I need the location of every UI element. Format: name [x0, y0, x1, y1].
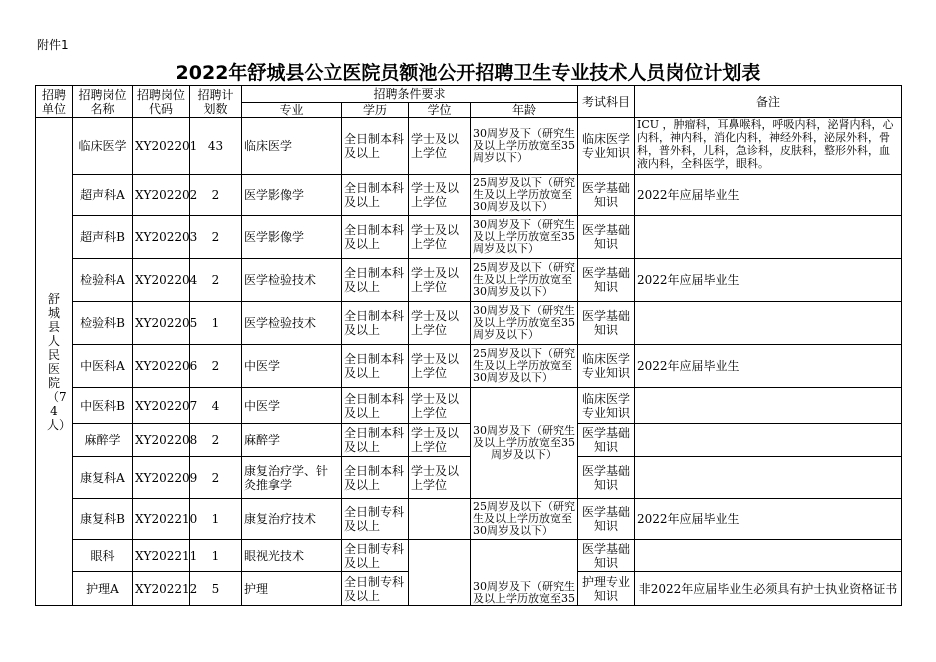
age: 30周岁及下（研究生及以上学历放宽至35周岁及以下）: [471, 302, 578, 345]
post-code: XY202210: [133, 499, 190, 540]
post-code: XY202212: [133, 572, 190, 606]
exam-subject: 医学基础知识: [578, 259, 635, 302]
table-row: [36, 259, 902, 302]
post-name: 检验科B: [73, 302, 133, 345]
exam-subject: 临床医学专业知识: [578, 345, 635, 388]
plan-count: 4: [190, 388, 242, 424]
major: 医学影像学: [242, 216, 342, 259]
major: 医学检验技术: [242, 259, 342, 302]
major: 眼视光技术: [242, 540, 342, 572]
major: 康复治疗技术: [242, 499, 342, 540]
post-name: 中医科A: [73, 345, 133, 388]
plan-count: 2: [190, 259, 242, 302]
header-exam-subject: 考试科目: [578, 86, 635, 118]
header-major: 专业: [242, 103, 342, 118]
post-name: 护理A: [73, 572, 133, 606]
remark: [635, 457, 902, 499]
education: 全日制专科及以上: [342, 540, 409, 572]
education: 全日制专科及以上: [342, 499, 409, 540]
plan-count: 2: [190, 345, 242, 388]
page-title: 2022年舒城县公立医院员额池公开招聘卫生专业技术人员岗位计划表: [175, 62, 761, 84]
table-row: [36, 345, 902, 388]
post-code: XY202204: [133, 259, 190, 302]
post-name: 超声科B: [73, 216, 133, 259]
header-row-1: [36, 86, 902, 103]
plan-count: 5: [190, 572, 242, 606]
table-row: [36, 457, 902, 499]
remark: 2022年应届毕业生: [635, 175, 902, 216]
header-age: 年龄: [471, 103, 578, 118]
major: 康复治疗学、针灸推拿学: [242, 457, 342, 499]
remark: [635, 302, 902, 345]
post-code: XY202201: [133, 118, 190, 175]
table-row: [36, 302, 902, 345]
post-name: 临床医学: [73, 118, 133, 175]
education: 全日制本科及以上: [342, 259, 409, 302]
exam-subject: 医学基础知识: [578, 302, 635, 345]
recruitment-plan-table: [35, 85, 902, 606]
exam-subject: 护理专业知识: [578, 572, 635, 606]
post-code: XY202209: [133, 457, 190, 499]
major: 医学检验技术: [242, 302, 342, 345]
exam-subject: 医学基础知识: [578, 175, 635, 216]
remark: [635, 388, 902, 424]
post-code: XY202203: [133, 216, 190, 259]
age: 30周岁及下（研究生及以上学历放宽至35周岁以下）: [471, 118, 578, 175]
unit-name: 舒城县人民医院（74人）: [36, 118, 73, 606]
post-name: 眼科: [73, 540, 133, 572]
remark: ICU ，肿瘤科，耳鼻喉科，呼吸内科，泌肾内科，心内科，神内科，消化内科，神经外科，泌尿外科，骨科，普外科，儿科，急诊科，皮肤科，整形外科，血液内科，全科医学，眼科。: [635, 118, 902, 175]
age-merged: 30周岁及下（研究生及以上学历放宽至35: [471, 540, 578, 606]
remark: [635, 424, 902, 457]
header-degree: 学位: [409, 103, 471, 118]
remark: 2022年应届毕业生: [635, 345, 902, 388]
header-conditions: 招聘条件要求: [242, 86, 578, 103]
age: 25周岁及以下（研究生及以上学历放宽至30周岁及以下）: [471, 175, 578, 216]
major: 中医学: [242, 345, 342, 388]
attachment-label: 附件1: [37, 38, 69, 52]
education: 全日制专科及以上: [342, 572, 409, 606]
header-post-code: 招聘岗位代码: [133, 86, 190, 118]
degree: 学士及以上学位: [409, 457, 471, 499]
exam-subject: 临床医学专业知识: [578, 118, 635, 175]
post-code: XY202211: [133, 540, 190, 572]
degree: 学士及以上学位: [409, 345, 471, 388]
degree: 学士及以上学位: [409, 216, 471, 259]
education: 全日制本科及以上: [342, 457, 409, 499]
major: 护理: [242, 572, 342, 606]
major: 中医学: [242, 388, 342, 424]
table-row: [36, 118, 902, 175]
exam-subject: 医学基础知识: [578, 499, 635, 540]
exam-subject: 医学基础知识: [578, 216, 635, 259]
major: 麻醉学: [242, 424, 342, 457]
remark: 2022年应届毕业生: [635, 499, 902, 540]
plan-count: 1: [190, 302, 242, 345]
age: 30周岁及下（研究生及以上学历放宽至35周岁及以下）: [471, 216, 578, 259]
post-code: XY202207: [133, 388, 190, 424]
plan-count: 43: [190, 118, 242, 175]
plan-count: 1: [190, 499, 242, 540]
degree: 学士及以上学位: [409, 175, 471, 216]
plan-count: 2: [190, 216, 242, 259]
degree: 学士及以上学位: [409, 424, 471, 457]
degree: 学士及以上学位: [409, 118, 471, 175]
education: 全日制本科及以上: [342, 175, 409, 216]
table-row: [36, 499, 902, 540]
plan-count: 2: [190, 457, 242, 499]
age-merged: 30周岁及下（研究生及以上学历放宽至35周岁及以下）: [471, 388, 578, 499]
table-row: [36, 216, 902, 259]
education: 全日制本科及以上: [342, 118, 409, 175]
table-row: [36, 175, 902, 216]
degree: 学士及以上学位: [409, 388, 471, 424]
education: 全日制本科及以上: [342, 424, 409, 457]
major: 临床医学: [242, 118, 342, 175]
age: 25周岁及以下（研究生及以上学历放宽至30周岁及以下）: [471, 499, 578, 540]
plan-count: 2: [190, 424, 242, 457]
degree: [409, 499, 471, 540]
post-name: 康复科B: [73, 499, 133, 540]
remark: [635, 216, 902, 259]
education: 全日制本科及以上: [342, 345, 409, 388]
remark: [635, 540, 902, 572]
remark: 2022年应届毕业生: [635, 259, 902, 302]
education: 全日制本科及以上: [342, 216, 409, 259]
exam-subject: 医学基础知识: [578, 457, 635, 499]
post-name: 检验科A: [73, 259, 133, 302]
remark: 非2022年应届毕业生必须具有护士执业资格证书: [635, 572, 902, 606]
exam-subject: 医学基础知识: [578, 540, 635, 572]
table-row: [36, 540, 902, 572]
education: 全日制本科及以上: [342, 388, 409, 424]
post-code: XY202202: [133, 175, 190, 216]
header-post-name: 招聘岗位名称: [73, 86, 133, 118]
exam-subject: 临床医学专业知识: [578, 388, 635, 424]
post-name: 麻醉学: [73, 424, 133, 457]
education: 全日制本科及以上: [342, 302, 409, 345]
header-education: 学历: [342, 103, 409, 118]
post-name: 超声科A: [73, 175, 133, 216]
header-unit: 招聘单位: [36, 86, 73, 118]
age: 25周岁及以下（研究生及以上学历放宽至30周岁及以下）: [471, 345, 578, 388]
table-row: [36, 388, 902, 424]
exam-subject: 医学基础知识: [578, 424, 635, 457]
post-code: XY202206: [133, 345, 190, 388]
plan-count: 2: [190, 175, 242, 216]
header-plan-count: 招聘计划数: [190, 86, 242, 118]
degree: 学士及以上学位: [409, 302, 471, 345]
degree-empty: [409, 540, 471, 606]
major: 医学影像学: [242, 175, 342, 216]
post-name: 中医科B: [73, 388, 133, 424]
post-code: XY202205: [133, 302, 190, 345]
age: 25周岁及以下（研究生及以上学历放宽至30周岁及以下）: [471, 259, 578, 302]
post-name: 康复科A: [73, 457, 133, 499]
header-remarks: 备注: [635, 86, 902, 118]
degree: 学士及以上学位: [409, 259, 471, 302]
post-code: XY202208: [133, 424, 190, 457]
plan-count: 1: [190, 540, 242, 572]
table-row: [36, 424, 902, 457]
